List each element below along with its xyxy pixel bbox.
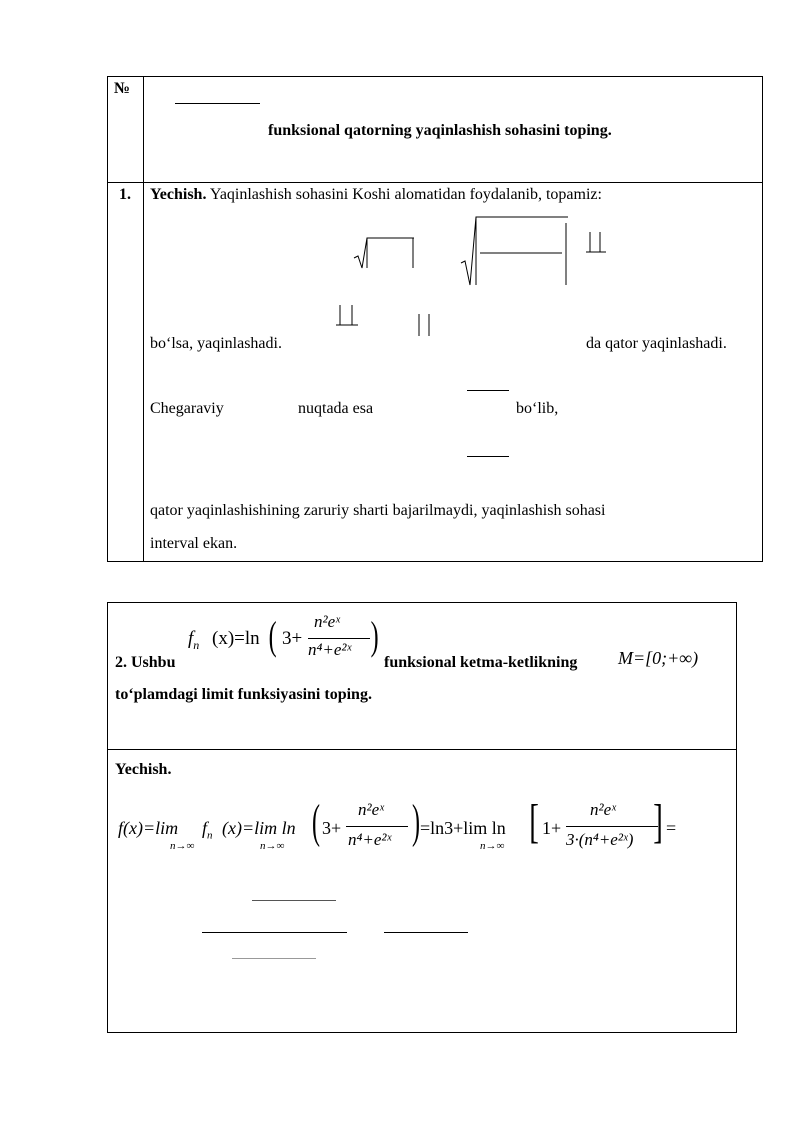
solution-intro: Yaqinlashish sohasini Koshi alomatidan foydalanib, topamiz: [209,186,602,203]
eq-f-lim: f(x)=lim [118,818,179,838]
fn-three-plus: 3+ [282,628,303,649]
text-nuqtada: nuqtada esa [298,400,374,417]
fn-subscript: n [193,637,200,652]
blank-line-a [252,900,336,901]
task2-middle: funksional ketma-ketlikning [384,654,578,671]
task2-prefix: 2. Ushbu [115,654,176,671]
blank-line-b [202,932,347,933]
eq-fn: f [202,818,208,838]
conclusion-line-2: interval ekan. [150,535,238,552]
eq-three-plus: 3+ [322,818,342,838]
fraction-line-top [467,390,509,391]
eq-one-plus: 1+ [542,818,562,838]
solution-text [150,186,602,204]
set-m: M=[0;+∞) [618,648,699,668]
task-title: funksional qatorning yaqinlashish sohasini toping. [268,122,612,139]
formula-fn: $f_n$ (x)=ln ( 3+ n²eˣ n⁴+e²ˣ ) [188,612,379,659]
eq-fnx-lim: (x)=lim ln [222,818,296,838]
blank-line-d [232,958,316,959]
blank-line [175,103,260,104]
abs-bars-1 [586,232,606,254]
radical-sign-2 [460,215,570,287]
solution-label: Yechish. [150,186,207,203]
text-bolsa: bo‘lsa, yaqinlashadi. [150,335,282,352]
eq-denominator: n⁴+e²ˣ [348,830,392,849]
task2-suffix: to‘plamdagi limit funksiyasini toping. [115,686,372,703]
row-number: 1. [119,186,131,203]
eq-numerator-2: n²eˣ [590,800,616,819]
text-da-qator: da qator yaqinlashadi. [586,335,727,352]
eq-lim-sub-1: n→∞ [170,840,195,852]
limit-equation: f(x)=lim n→∞ $f_n$ (x)=lim ln n→∞ ( 3+ n²eˣ n⁴+e²ˣ ) =ln3+lim ln n→∞ [ 1+ n²eˣ 3·(n⁴+e²ˣ) ] = [118,795,677,852]
conclusion-line-1: qator yaqinlashishining zaruriy sharti bajarilmaydi, yaqinlashish sohasi [150,502,606,519]
abs-bars-3 [414,314,434,338]
text-chegaraviy: Chegaraviy [150,400,224,417]
radical-sign-1 [353,236,415,270]
eq-denominator-2: 3·(n⁴+e²ˣ) [566,830,634,849]
fn-numerator: n²eˣ [314,612,340,631]
fn-symbol: f [188,628,194,649]
solution2-label: Yechish. [115,761,172,778]
blank-line-c [384,932,468,933]
text-bolib: bo‘lib, [516,400,559,417]
fraction-line-bottom [467,456,509,457]
eq-end: = [666,818,677,838]
eq-fn-sub: n [207,829,213,842]
fn-denominator: n⁴+e²ˣ [308,640,352,659]
eq-mid: =ln3+lim ln [420,818,506,838]
header-number: № [114,80,131,97]
fn-x-ln: (x)=ln [212,628,260,649]
eq-numerator: n²eˣ [358,800,384,819]
abs-bars-2 [336,305,358,327]
